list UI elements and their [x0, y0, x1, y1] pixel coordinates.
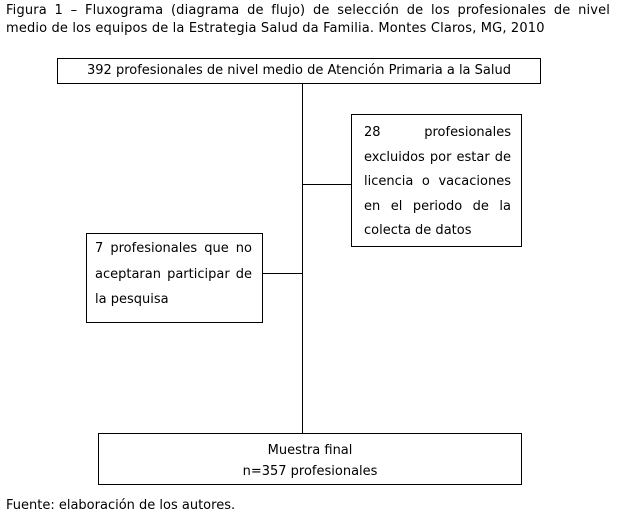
excluded-box: 28 profesionales excluidos por estar de licencia o vacaciones en el periodo de la colecta de datos	[351, 114, 522, 247]
final-sample-title: Muestra final	[267, 443, 353, 458]
declined-box: 7 profesionales que no aceptaran participar de la pesquisa	[86, 233, 263, 323]
declined-branch-line	[263, 273, 303, 274]
excluded-branch-line	[302, 184, 351, 185]
final-sample-count: n=357 profesionales	[242, 464, 378, 479]
figure-caption: Figura 1 – Fluxograma (diagrama de flujo) de selección de los profesionales de nivel medio de los equipos de la Estrategia Salud da Familia. Montes Claros, MG, 2010	[6, 3, 610, 36]
final-sample-box	[98, 433, 522, 485]
figure-source: Fuente: elaboración de los autores.	[6, 498, 236, 513]
initial-population-box: 392 profesionales de nivel medio de Atención Primaria a la Salud	[57, 58, 541, 84]
main-connector-line	[302, 84, 303, 433]
